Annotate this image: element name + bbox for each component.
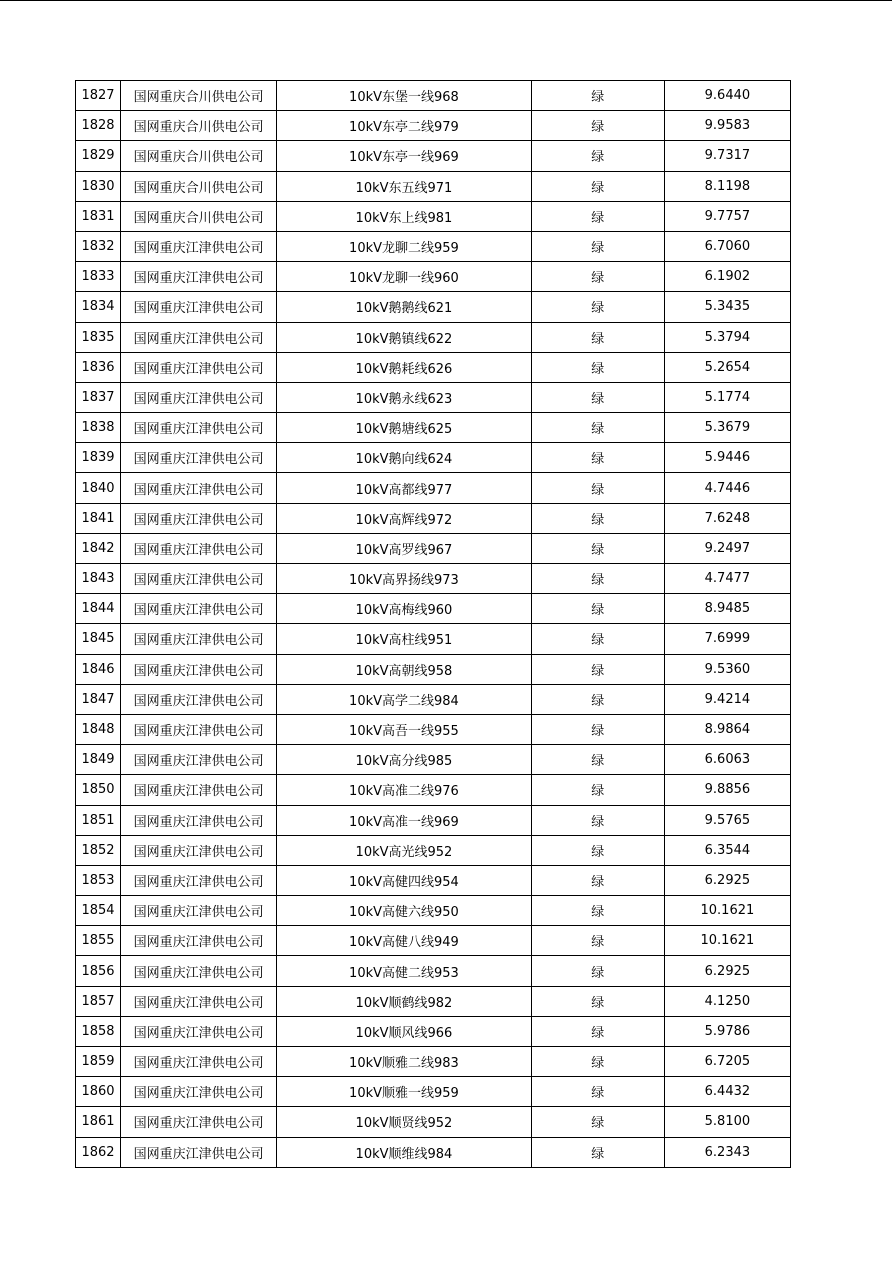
table-row (76, 533, 791, 563)
status-color-cell: 绿 (531, 141, 664, 171)
row-number-cell: 1845 (76, 624, 121, 654)
status-color-cell: 绿 (531, 1077, 664, 1107)
table-row (76, 1016, 791, 1046)
value-cell: 6.2925 (664, 865, 790, 895)
table-row (76, 171, 791, 201)
company-cell: 国网重庆江津供电公司 (121, 775, 277, 805)
table-row (76, 654, 791, 684)
table-body (76, 81, 791, 1168)
status-color-cell: 绿 (531, 594, 664, 624)
row-number-cell: 1859 (76, 1047, 121, 1077)
value-cell: 5.1774 (664, 382, 790, 412)
line-name-cell: 10kV东亭一线969 (277, 141, 531, 171)
line-name-cell: 10kV鹅塘线625 (277, 413, 531, 443)
row-number-cell: 1852 (76, 835, 121, 865)
table-row (76, 413, 791, 443)
value-cell: 10.1621 (664, 926, 790, 956)
line-name-cell: 10kV东五线971 (277, 171, 531, 201)
line-name-cell: 10kV顺雅二线983 (277, 1047, 531, 1077)
status-color-cell: 绿 (531, 473, 664, 503)
table-row (76, 775, 791, 805)
value-cell: 5.3794 (664, 322, 790, 352)
value-cell: 9.7317 (664, 141, 790, 171)
row-number-cell: 1828 (76, 111, 121, 141)
row-number-cell: 1850 (76, 775, 121, 805)
status-color-cell: 绿 (531, 775, 664, 805)
row-number-cell: 1858 (76, 1016, 121, 1046)
row-number-cell: 1860 (76, 1077, 121, 1107)
table-row (76, 865, 791, 895)
row-number-cell: 1853 (76, 865, 121, 895)
line-name-cell: 10kV鹅永线623 (277, 382, 531, 412)
status-color-cell: 绿 (531, 1107, 664, 1137)
row-number-cell: 1827 (76, 81, 121, 111)
status-color-cell: 绿 (531, 926, 664, 956)
company-cell: 国网重庆江津供电公司 (121, 745, 277, 775)
line-name-cell: 10kV龙聊二线959 (277, 231, 531, 261)
status-color-cell: 绿 (531, 81, 664, 111)
row-number-cell: 1839 (76, 443, 121, 473)
line-name-cell: 10kV鹅鹅线621 (277, 292, 531, 322)
company-cell: 国网重庆江津供电公司 (121, 564, 277, 594)
status-color-cell: 绿 (531, 865, 664, 895)
table-row (76, 805, 791, 835)
table-row (76, 111, 791, 141)
company-cell: 国网重庆江津供电公司 (121, 382, 277, 412)
status-color-cell: 绿 (531, 231, 664, 261)
company-cell: 国网重庆江津供电公司 (121, 926, 277, 956)
status-color-cell: 绿 (531, 1137, 664, 1167)
company-cell: 国网重庆江津供电公司 (121, 503, 277, 533)
value-cell: 6.2925 (664, 956, 790, 986)
status-color-cell: 绿 (531, 292, 664, 322)
line-name-cell: 10kV高健二线953 (277, 956, 531, 986)
value-cell: 6.1902 (664, 262, 790, 292)
row-number-cell: 1854 (76, 896, 121, 926)
value-cell: 9.9583 (664, 111, 790, 141)
status-color-cell: 绿 (531, 835, 664, 865)
company-cell: 国网重庆江津供电公司 (121, 865, 277, 895)
company-cell: 国网重庆合川供电公司 (121, 171, 277, 201)
table-row (76, 473, 791, 503)
table-row (76, 564, 791, 594)
value-cell: 6.6063 (664, 745, 790, 775)
company-cell: 国网重庆江津供电公司 (121, 322, 277, 352)
table-row (76, 1137, 791, 1167)
company-cell: 国网重庆江津供电公司 (121, 1016, 277, 1046)
value-cell: 5.8100 (664, 1107, 790, 1137)
row-number-cell: 1844 (76, 594, 121, 624)
status-color-cell: 绿 (531, 443, 664, 473)
line-name-cell: 10kV顺风线966 (277, 1016, 531, 1046)
status-color-cell: 绿 (531, 745, 664, 775)
status-color-cell: 绿 (531, 564, 664, 594)
row-number-cell: 1848 (76, 714, 121, 744)
line-name-cell: 10kV高学二线984 (277, 684, 531, 714)
row-number-cell: 1830 (76, 171, 121, 201)
company-cell: 国网重庆合川供电公司 (121, 141, 277, 171)
row-number-cell: 1837 (76, 382, 121, 412)
row-number-cell: 1857 (76, 986, 121, 1016)
line-name-cell: 10kV高准一线969 (277, 805, 531, 835)
row-number-cell: 1840 (76, 473, 121, 503)
value-cell: 9.5765 (664, 805, 790, 835)
status-color-cell: 绿 (531, 956, 664, 986)
value-cell: 8.1198 (664, 171, 790, 201)
line-name-cell: 10kV高柱线951 (277, 624, 531, 654)
row-number-cell: 1846 (76, 654, 121, 684)
line-name-cell: 10kV高界扬线973 (277, 564, 531, 594)
line-name-cell: 10kV鹅向线624 (277, 443, 531, 473)
value-cell: 5.2654 (664, 352, 790, 382)
status-color-cell: 绿 (531, 624, 664, 654)
row-number-cell: 1836 (76, 352, 121, 382)
company-cell: 国网重庆江津供电公司 (121, 262, 277, 292)
row-number-cell: 1861 (76, 1107, 121, 1137)
table-row (76, 835, 791, 865)
line-name-cell: 10kV龙聊一线960 (277, 262, 531, 292)
table-row (76, 1047, 791, 1077)
row-number-cell: 1856 (76, 956, 121, 986)
table-row (76, 382, 791, 412)
row-number-cell: 1843 (76, 564, 121, 594)
status-color-cell: 绿 (531, 413, 664, 443)
row-number-cell: 1841 (76, 503, 121, 533)
line-name-cell: 10kV高吾一线955 (277, 714, 531, 744)
line-name-cell: 10kV高梅线960 (277, 594, 531, 624)
value-cell: 9.6440 (664, 81, 790, 111)
company-cell: 国网重庆江津供电公司 (121, 1137, 277, 1167)
value-cell: 9.8856 (664, 775, 790, 805)
status-color-cell: 绿 (531, 805, 664, 835)
value-cell: 6.7205 (664, 1047, 790, 1077)
company-cell: 国网重庆合川供电公司 (121, 201, 277, 231)
company-cell: 国网重庆江津供电公司 (121, 714, 277, 744)
row-number-cell: 1862 (76, 1137, 121, 1167)
value-cell: 10.1621 (664, 896, 790, 926)
company-cell: 国网重庆江津供电公司 (121, 684, 277, 714)
company-cell: 国网重庆江津供电公司 (121, 533, 277, 563)
status-color-cell: 绿 (531, 111, 664, 141)
table-row (76, 926, 791, 956)
table-row (76, 322, 791, 352)
value-cell: 6.2343 (664, 1137, 790, 1167)
line-name-cell: 10kV顺鹤线982 (277, 986, 531, 1016)
table-row (76, 503, 791, 533)
company-cell: 国网重庆江津供电公司 (121, 594, 277, 624)
company-cell: 国网重庆江津供电公司 (121, 443, 277, 473)
value-cell: 5.3679 (664, 413, 790, 443)
table-row (76, 262, 791, 292)
company-cell: 国网重庆江津供电公司 (121, 624, 277, 654)
company-cell: 国网重庆江津供电公司 (121, 1077, 277, 1107)
status-color-cell: 绿 (531, 896, 664, 926)
status-color-cell: 绿 (531, 533, 664, 563)
status-color-cell: 绿 (531, 714, 664, 744)
line-name-cell: 10kV高健六线950 (277, 896, 531, 926)
company-cell: 国网重庆江津供电公司 (121, 292, 277, 322)
value-cell: 9.7757 (664, 201, 790, 231)
row-number-cell: 1849 (76, 745, 121, 775)
table-row (76, 624, 791, 654)
status-color-cell: 绿 (531, 382, 664, 412)
company-cell: 国网重庆江津供电公司 (121, 835, 277, 865)
status-color-cell: 绿 (531, 1047, 664, 1077)
line-name-cell: 10kV高健八线949 (277, 926, 531, 956)
row-number-cell: 1829 (76, 141, 121, 171)
line-name-cell: 10kV高光线952 (277, 835, 531, 865)
company-cell: 国网重庆江津供电公司 (121, 413, 277, 443)
row-number-cell: 1838 (76, 413, 121, 443)
company-cell: 国网重庆江津供电公司 (121, 1047, 277, 1077)
value-cell: 8.9864 (664, 714, 790, 744)
company-cell: 国网重庆合川供电公司 (121, 81, 277, 111)
value-cell: 9.5360 (664, 654, 790, 684)
company-cell: 国网重庆江津供电公司 (121, 231, 277, 261)
table-row (76, 684, 791, 714)
line-name-cell: 10kV高辉线972 (277, 503, 531, 533)
table-row (76, 231, 791, 261)
status-color-cell: 绿 (531, 201, 664, 231)
value-cell: 4.7477 (664, 564, 790, 594)
row-number-cell: 1834 (76, 292, 121, 322)
value-cell: 6.4432 (664, 1077, 790, 1107)
line-name-cell: 10kV东上线981 (277, 201, 531, 231)
line-name-cell: 10kV东堡一线968 (277, 81, 531, 111)
line-name-cell: 10kV鹅镇线622 (277, 322, 531, 352)
line-name-cell: 10kV顺雅一线959 (277, 1077, 531, 1107)
row-number-cell: 1833 (76, 262, 121, 292)
status-color-cell: 绿 (531, 171, 664, 201)
status-color-cell: 绿 (531, 986, 664, 1016)
value-cell: 7.6999 (664, 624, 790, 654)
value-cell: 5.9786 (664, 1016, 790, 1046)
data-table (75, 80, 791, 1168)
status-color-cell: 绿 (531, 1016, 664, 1046)
page-top-rule (0, 0, 892, 1)
line-name-cell: 10kV顺贤线952 (277, 1107, 531, 1137)
company-cell: 国网重庆江津供电公司 (121, 473, 277, 503)
table-row (76, 594, 791, 624)
table-row (76, 745, 791, 775)
row-number-cell: 1851 (76, 805, 121, 835)
company-cell: 国网重庆江津供电公司 (121, 1107, 277, 1137)
line-name-cell: 10kV顺维线984 (277, 1137, 531, 1167)
row-number-cell: 1831 (76, 201, 121, 231)
table-row (76, 714, 791, 744)
line-name-cell: 10kV高分线985 (277, 745, 531, 775)
table-row (76, 1077, 791, 1107)
status-color-cell: 绿 (531, 352, 664, 382)
company-cell: 国网重庆江津供电公司 (121, 654, 277, 684)
value-cell: 5.9446 (664, 443, 790, 473)
table-row (76, 201, 791, 231)
status-color-cell: 绿 (531, 322, 664, 352)
status-color-cell: 绿 (531, 684, 664, 714)
value-cell: 9.2497 (664, 533, 790, 563)
table-row (76, 1107, 791, 1137)
value-cell: 6.7060 (664, 231, 790, 261)
row-number-cell: 1832 (76, 231, 121, 261)
company-cell: 国网重庆江津供电公司 (121, 956, 277, 986)
company-cell: 国网重庆江津供电公司 (121, 896, 277, 926)
value-cell: 4.1250 (664, 986, 790, 1016)
value-cell: 5.3435 (664, 292, 790, 322)
line-name-cell: 10kV高朝线958 (277, 654, 531, 684)
status-color-cell: 绿 (531, 503, 664, 533)
table-row (76, 986, 791, 1016)
line-name-cell: 10kV高都线977 (277, 473, 531, 503)
table-row (76, 896, 791, 926)
row-number-cell: 1835 (76, 322, 121, 352)
line-name-cell: 10kV高罗线967 (277, 533, 531, 563)
value-cell: 9.4214 (664, 684, 790, 714)
table-row (76, 443, 791, 473)
value-cell: 8.9485 (664, 594, 790, 624)
company-cell: 国网重庆江津供电公司 (121, 986, 277, 1016)
line-name-cell: 10kV高准二线976 (277, 775, 531, 805)
row-number-cell: 1847 (76, 684, 121, 714)
row-number-cell: 1855 (76, 926, 121, 956)
value-cell: 6.3544 (664, 835, 790, 865)
company-cell: 国网重庆江津供电公司 (121, 352, 277, 382)
table-row (76, 81, 791, 111)
value-cell: 7.6248 (664, 503, 790, 533)
status-color-cell: 绿 (531, 262, 664, 292)
table-row (76, 352, 791, 382)
table-row (76, 292, 791, 322)
line-name-cell: 10kV鹅耗线626 (277, 352, 531, 382)
row-number-cell: 1842 (76, 533, 121, 563)
company-cell: 国网重庆合川供电公司 (121, 111, 277, 141)
line-name-cell: 10kV东亭二线979 (277, 111, 531, 141)
line-name-cell: 10kV高健四线954 (277, 865, 531, 895)
status-color-cell: 绿 (531, 654, 664, 684)
table-row (76, 141, 791, 171)
company-cell: 国网重庆江津供电公司 (121, 805, 277, 835)
table-row (76, 956, 791, 986)
value-cell: 4.7446 (664, 473, 790, 503)
